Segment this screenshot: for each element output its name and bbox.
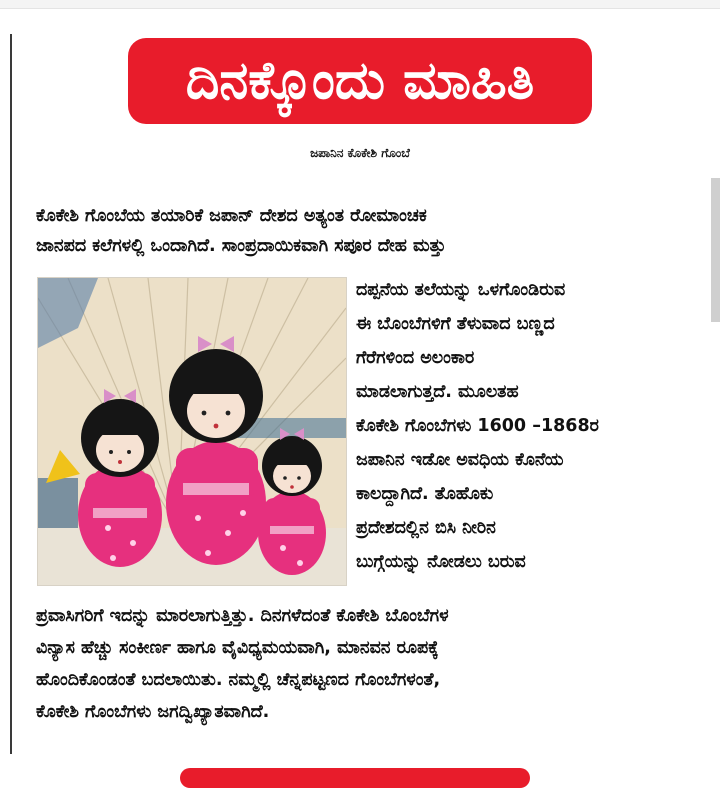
article-line-12: ಪ್ರವಾಸಿಗರಿಗೆ ಇದನ್ನು ಮಾರಲಾಗುತ್ತಿತ್ತು. ದಿನಗಳೆದಂತೆ ಕೊಕೇಶಿ ಬೊಂಬೆಗಳ — [36, 606, 449, 626]
article-line-2: ಜಾನಪದ ಕಲೆಗಳಲ್ಲಿ ಒಂದಾಗಿದೆ. ಸಾಂಪ್ರದಾಯಿಕವಾಗಿ ಸಪೂರ ದೇಹ ಮತ್ತು — [36, 236, 446, 256]
article-line-4: ಈ ಬೊಂಬೆಗಳಿಗೆ ತೆಳುವಾದ ಬಣ್ಣದ — [356, 314, 555, 334]
article-line-3: ದಪ್ಪನೆಯ ತಲೆಯನ್ನು ಒಳಗೊಂಡಿರುವ — [356, 280, 566, 300]
article-line-7: ಕೊಕೇಶಿ ಗೊಂಬೆಗಳು 1600 –1868ರ — [356, 416, 599, 436]
scroll-tab[interactable] — [711, 178, 720, 322]
article-line-1: ಕೊಕೇಶಿ ಗೊಂಬೆಯ ತಯಾರಿಕೆ ಜಪಾನ್ ದೇಶದ ಅತ್ಯಂತ ರೋಮಾಂಚಕ — [36, 206, 427, 226]
article-line-13: ವಿನ್ಯಾಸ ಹೆಚ್ಚು ಸಂಕೀರ್ಣ ಹಾಗೂ ವೈವಿಧ್ಯಮಯವಾಗಿ, ಮಾನವನ ರೂಪಕ್ಕೆ — [36, 638, 439, 658]
section-banner — [128, 38, 592, 124]
article-line-5: ಗೆರೆಗಳಿಂದ ಅಲಂಕಾರ — [356, 348, 475, 368]
top-page-strip — [0, 0, 720, 9]
next-section-banner — [180, 768, 530, 788]
kokeshi-dolls-photo — [37, 277, 347, 586]
article-line-8: ಜಪಾನಿನ ಇಡೋ ಅವಧಿಯ ಕೊನೆಯ — [356, 450, 564, 470]
banner-title: ದಿನಕ್ಕೊಂದು ಮಾಹಿತಿ — [185, 50, 535, 111]
article-line-9: ಕಾಲದ್ದಾಗಿದೆ. ತೊಹೊಕು — [356, 484, 494, 504]
article-line-11: ಬುಗ್ಗೆಯನ್ನು ನೋಡಲು ಬರುವ — [356, 552, 526, 572]
left-column-rule — [10, 34, 12, 754]
article-headline: ಜಪಾನಿನ ಕೊಕೇಶಿ ಗೊಂಬೆ — [310, 146, 410, 160]
article-line-6: ಮಾಡಲಾಗುತ್ತದೆ. ಮೂಲತಹ — [356, 382, 519, 402]
article-line-15: ಕೊಕೇಶಿ ಗೊಂಬೆಗಳು ಜಗದ್ವಿಖ್ಯಾತವಾಗಿದೆ. — [36, 702, 270, 722]
article-line-14: ಹೊಂದಿಕೊಂಡಂತೆ ಬದಲಾಯಿತು. ನಮ್ಮಲ್ಲಿ ಚೆನ್ನಪಟ್ಟಣದ ಗೊಂಬೆಗಳಂತೆ, — [36, 670, 441, 690]
article-line-10: ಪ್ರದೇಶದಲ್ಲಿನ ಬಿಸಿ ನೀರಿನ — [356, 518, 496, 538]
